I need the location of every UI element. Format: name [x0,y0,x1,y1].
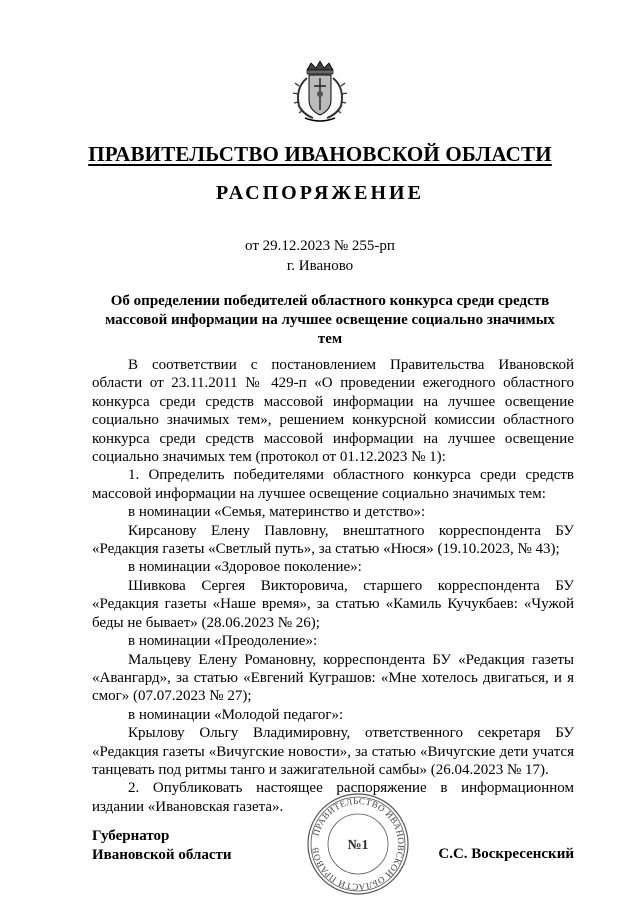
round-stamp-icon [300,792,416,896]
document-body [92,356,574,816]
signatory-position-line-2: Ивановской области [92,847,232,863]
stamp-number: №1 [347,838,369,853]
item-2-paragraph: 2. Опубликовать настоящее распоряжение в информационном издании «Ивановская газета». [92,780,574,815]
nomination-winner: Кирсанову Елену Павловну, внештатного корреспондента БУ «Редакция газеты «Светлый путь», за статью «Нюся» (19.10.2023, № 43); [92,522,574,558]
document-type: РАСПОРЯЖЕНИЕ [216,182,424,204]
nomination-winner: Шивкова Сергея Викторовича, старшего корреспондента БУ «Редакция газеты «Наше время», за статью «Камиль Кучукбаев: «Чужой беды не бывает» (28.06.2023 № 26); [92,577,574,631]
nomination-heading: в номинации «Здоровое поколение»: [128,559,362,576]
signatory-position [92,827,232,865]
stamp-text: ПРАВИТЕЛЬСТВО ИВАНОВСКОЙ ОБЛАСТИ ПРАВОВ [310,795,407,893]
document-city: г. Иваново [286,258,354,274]
document-date-number: от 29.12.2023 № 255-рп [245,238,395,254]
item-1-paragraph: 1. Определить победителями областного конкурса среди средств массовой информации на лучшее освещение социально значимых тем: [92,467,574,502]
nomination-heading: в номинации «Преодоление»: [128,633,318,650]
signatory-position-line-1: Губернатор [92,828,170,844]
intro-paragraph: В соответствии с постановлением Правительства Ивановской области от 23.11.2011 № 429-п «О проведении ежегодного областного конкурса среди средств массовой информации на лучшее освещение социально значимых тем», решением конкурсной комиссии областного конкурса среди средств массовой информации на лучшее освещение социально значимых тем (протокол от 01.12.2023 № 1): [92,357,574,466]
document-subject: Об определении победителей областного конкурса среди средств массовой информации на лучшее освещение социально значимых тем [105,293,555,347]
ivanovo-coat-of-arms-icon [287,60,353,124]
nomination-heading: в номинации «Семья, материнство и детство»: [128,504,426,521]
government-title: ПРАВИТЕЛЬСТВО ИВАНОВСКОЙ ОБЛАСТИ [88,142,552,166]
nomination-heading: в номинации «Молодой педагог»: [128,706,344,723]
nomination-winner: Мальцеву Елену Романовну, корреспондента БУ «Редакция газеты «Авангард», за статью «Евгений Куграшов: «Мне хотелось двигаться, и я смог» (07.07.2023 № 27); [92,651,574,705]
nomination-winner: Крылову Ольгу Владимировну, ответственного секретаря БУ «Редакция газеты «Вичугские новости», за статью «Вичугские дети учатся танцевать под ритмы танго и зажигательной самбы» (26.04.2023 № 17). [92,725,574,778]
signatory-name: С.С. Воскресенский [438,846,574,862]
